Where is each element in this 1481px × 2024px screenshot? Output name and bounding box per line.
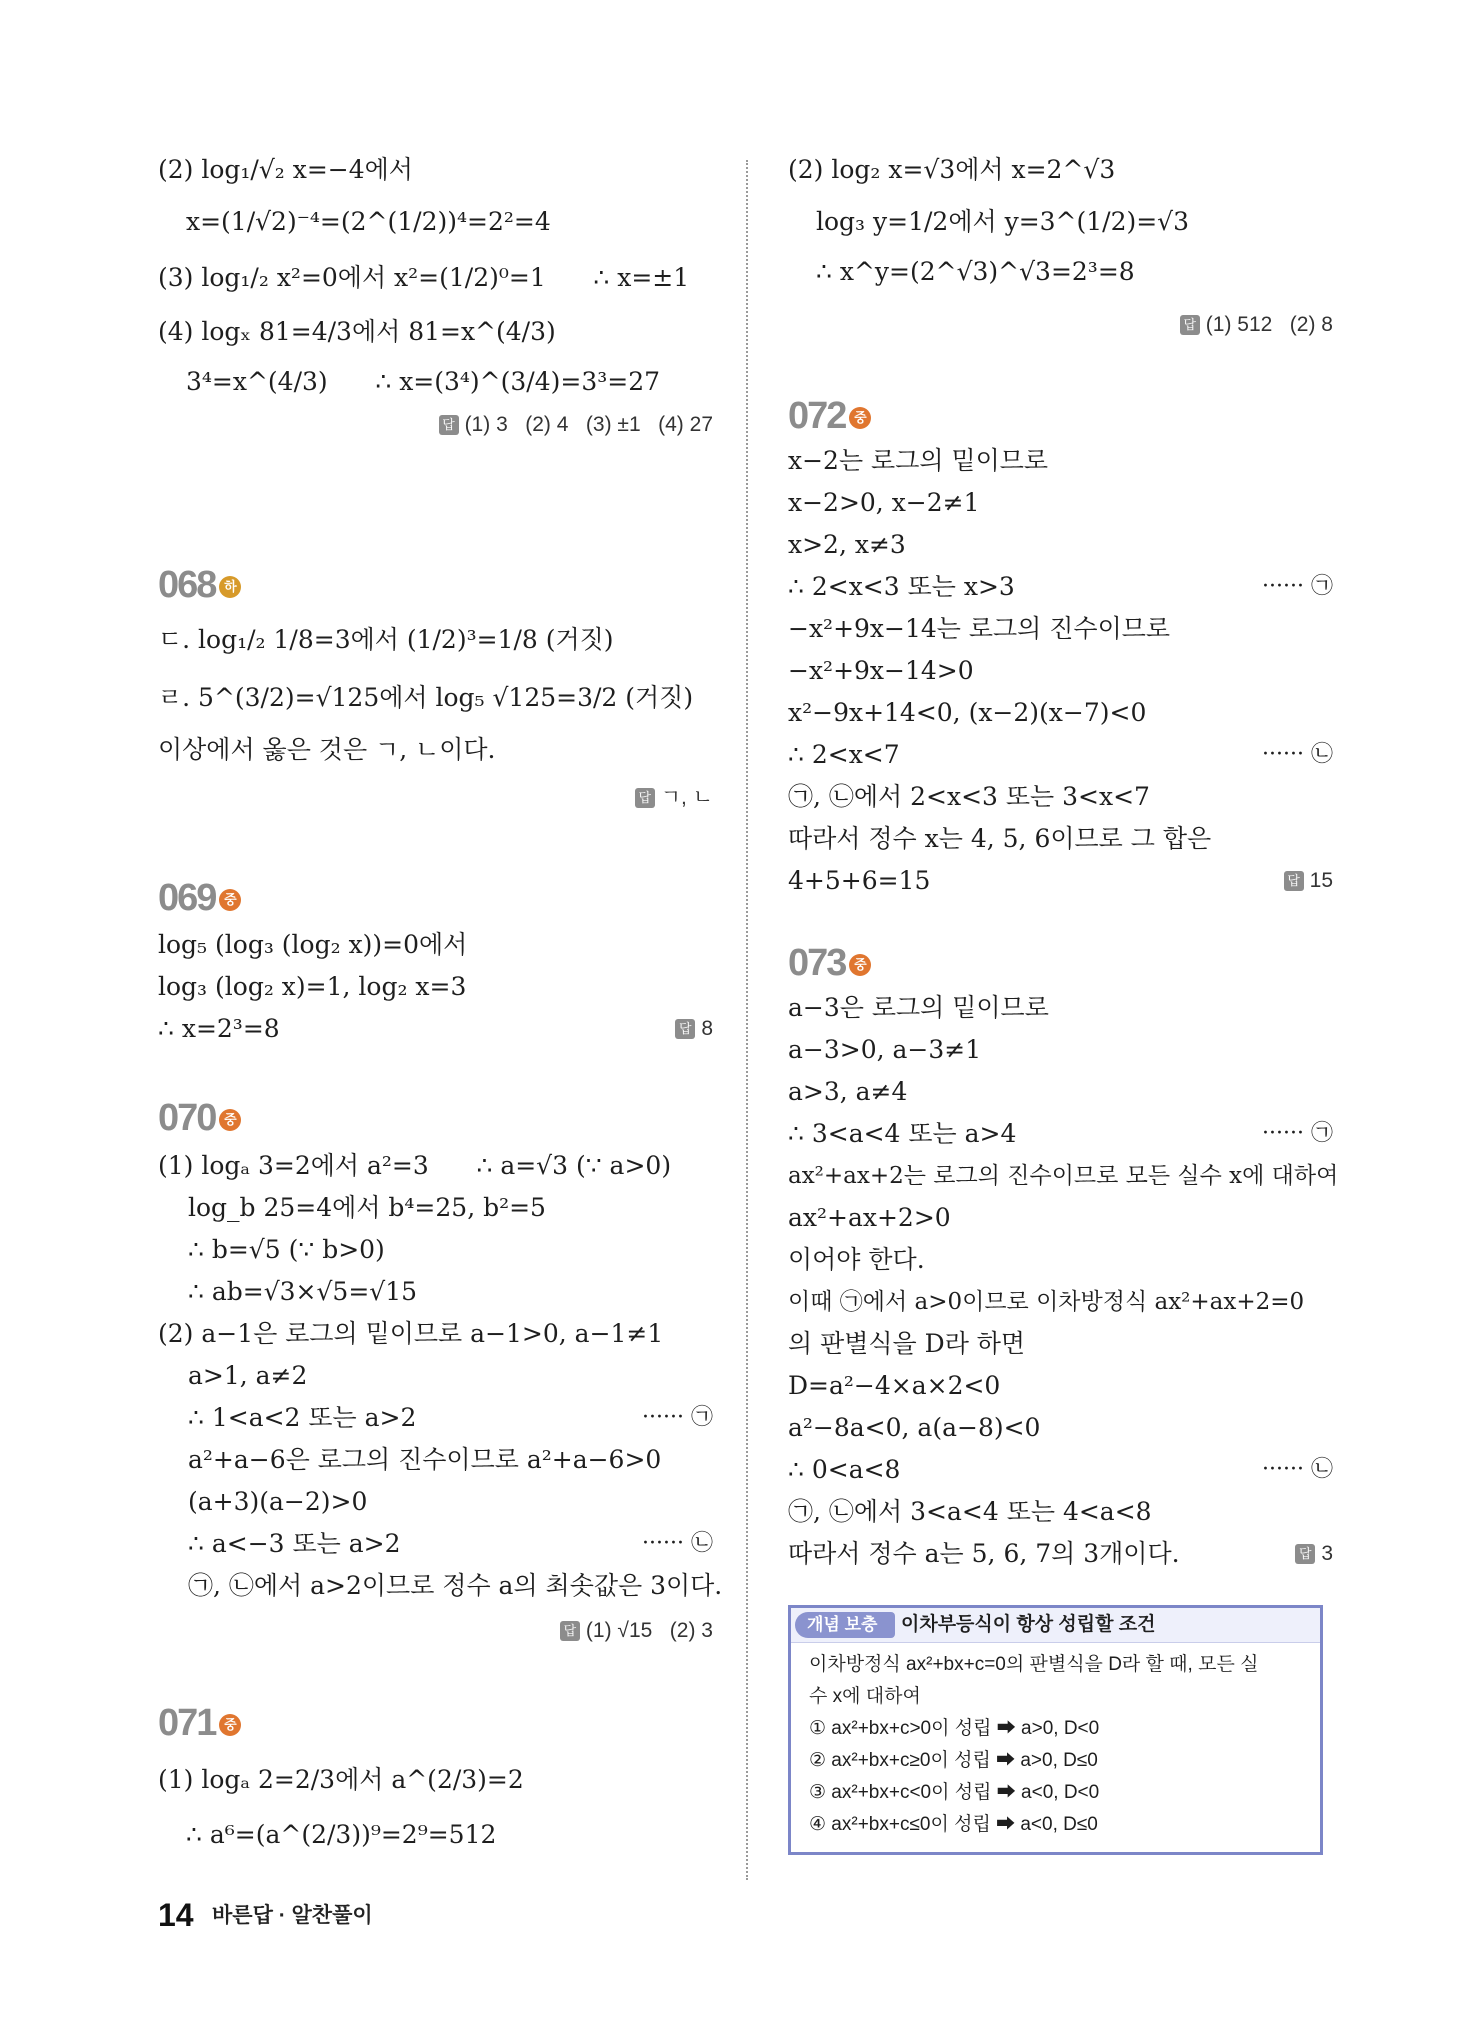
- problem-number: 073 중: [788, 940, 871, 986]
- answer-label: 답 3: [1295, 1539, 1333, 1569]
- concept-line: ② ax²+bx+c≥0이 성립 ➡ a>0, D≤0: [809, 1750, 1098, 1771]
- solution-line: x>2, x≠3: [788, 530, 906, 559]
- concept-line: ④ ax²+bx+c≤0이 성립 ➡ a<0, D≤0: [809, 1814, 1098, 1835]
- answer-label: 답 15: [1284, 866, 1333, 896]
- solution-line: ㉠, ㉡에서 a>2이므로 정수 a의 최솟값은 3이다.: [188, 1571, 723, 1600]
- concept-title: 이차부등식이 항상 성립할 조건: [901, 1614, 1156, 1635]
- solution-line: ∴ a⁶=(a^(2/3))⁹=2⁹=512: [186, 1820, 497, 1849]
- equation-marker: ······ ㉡: [1262, 742, 1333, 767]
- answer-tag: 답: [1284, 871, 1304, 891]
- column-divider: [746, 160, 748, 1880]
- problem-number: 069 중: [158, 875, 241, 921]
- solution-line: 3⁴=x^(4/3) ∴ x=(3⁴)^(3/4)=3³=27: [186, 367, 660, 396]
- answer-tag: 답: [1180, 315, 1200, 335]
- solution-line: ∴ 1<a<2 또는 a>2: [188, 1403, 417, 1432]
- answer-label: 답 (1) √15 (2) 3: [560, 1616, 713, 1646]
- solution-line: −x²+9x−14>0: [788, 656, 974, 685]
- difficulty-badge: 중: [849, 954, 871, 976]
- solution-line: ∴ x^y=(2^√3)^√3=2³=8: [816, 257, 1135, 286]
- solution-line: 따라서 정수 x는 4, 5, 6이므로 그 합은: [788, 824, 1212, 853]
- concept-line: 이차방정식 ax²+bx+c=0의 판별식을 D라 할 때, 모든 실: [809, 1654, 1259, 1675]
- solution-line: 이상에서 옳은 것은 ㄱ, ㄴ이다.: [158, 735, 496, 764]
- answer-label: 답 (1) 3 (2) 4 (3) ±1 (4) 27: [439, 410, 713, 440]
- solution-line: (4) logₓ 81=4/3에서 81=x^(4/3): [158, 317, 556, 346]
- answer-tag: 답: [635, 788, 655, 808]
- solution-line: a²−8a<0, a(a−8)<0: [788, 1413, 1041, 1442]
- solution-line: ax²+ax+2는 로그의 진수이므로 모든 실수 x에 대하여: [788, 1163, 1339, 1189]
- footer-title: 바른답 · 알찬풀이: [212, 1904, 373, 1927]
- solution-line: ax²+ax+2>0: [788, 1203, 951, 1232]
- solution-line: log₃ y=1/2에서 y=3^(1/2)=√3: [816, 207, 1190, 236]
- equation-marker: ······ ㉠: [1262, 1121, 1333, 1146]
- solution-line: 이어야 한다.: [788, 1245, 925, 1274]
- problem-number: 072 중: [788, 393, 871, 439]
- concept-header: [791, 1608, 1320, 1643]
- solution-line: 따라서 정수 a는 5, 6, 7의 3개이다.: [788, 1539, 1180, 1568]
- solution-line: ∴ b=√5 (∵ b>0): [188, 1235, 385, 1264]
- solution-line: ∴ x=2³=8: [158, 1014, 280, 1043]
- difficulty-badge: 중: [219, 1714, 241, 1736]
- solution-line: D=a²−4×a×2<0: [788, 1371, 1001, 1400]
- equation-marker: ······ ㉡: [642, 1531, 713, 1556]
- solution-line: ∴ 3<a<4 또는 a>4: [788, 1119, 1017, 1148]
- difficulty-badge: 중: [849, 407, 871, 429]
- concept-box: [788, 1605, 1323, 1855]
- solution-line: 이때 ㉠에서 a>0이므로 이차방정식 ax²+ax+2=0: [788, 1289, 1305, 1315]
- solution-line: x=(1/√2)⁻⁴=(2^(1/2))⁴=2²=4: [186, 207, 551, 236]
- solution-line: a>1, a≠2: [188, 1361, 308, 1390]
- solution-line: ㉠, ㉡에서 2<x<3 또는 3<x<7: [788, 782, 1150, 811]
- concept-tag: 개념 보충: [795, 1612, 895, 1638]
- difficulty-badge: 중: [219, 889, 241, 911]
- solution-line: (a+3)(a−2)>0: [188, 1487, 368, 1516]
- solution-line: a²+a−6은 로그의 진수이므로 a²+a−6>0: [188, 1445, 662, 1474]
- solution-line: 의 판별식을 D라 하면: [788, 1329, 1026, 1358]
- difficulty-badge: 하: [219, 576, 241, 598]
- difficulty-badge: 중: [219, 1109, 241, 1131]
- solution-line: ㄷ. log₁/₂ 1/8=3에서 (1/2)³=1/8 (거짓): [158, 625, 614, 654]
- solution-line: a>3, a≠4: [788, 1077, 908, 1106]
- equation-marker: ······ ㉡: [1262, 1457, 1333, 1482]
- answer-tag: 답: [439, 415, 459, 435]
- problem-number: 068 하: [158, 562, 241, 608]
- problem-number: 071 중: [158, 1700, 241, 1746]
- solution-line: x²−9x+14<0, (x−2)(x−7)<0: [788, 698, 1147, 727]
- solution-line: (2) a−1은 로그의 밑이므로 a−1>0, a−1≠1: [158, 1319, 664, 1348]
- answer-tag: 답: [675, 1019, 695, 1039]
- page-number: 14: [158, 1897, 194, 1933]
- solution-line: −x²+9x−14는 로그의 진수이므로: [788, 614, 1171, 643]
- solution-line: (1) logₐ 2=2/3에서 a^(2/3)=2: [158, 1765, 524, 1794]
- concept-line: ① ax²+bx+c>0이 성립 ➡ a>0, D<0: [809, 1718, 1100, 1739]
- problem-number: 070 중: [158, 1095, 241, 1141]
- solution-line: a−3은 로그의 밑이므로: [788, 993, 1049, 1022]
- solution-line: x−2>0, x−2≠1: [788, 488, 980, 517]
- solution-line: ∴ 0<a<8: [788, 1455, 901, 1484]
- solution-line: ㉠, ㉡에서 3<a<4 또는 4<a<8: [788, 1497, 1152, 1526]
- concept-line: ③ ax²+bx+c<0이 성립 ➡ a<0, D<0: [809, 1782, 1100, 1803]
- answer-tag: 답: [560, 1621, 580, 1641]
- solution-line: a−3>0, a−3≠1: [788, 1035, 982, 1064]
- answer-label: 답 8: [675, 1014, 713, 1044]
- solution-line: ∴ a<−3 또는 a>2: [188, 1529, 401, 1558]
- solution-line: 4+5+6=15: [788, 866, 931, 895]
- concept-line: 수 x에 대하여: [809, 1686, 921, 1707]
- solution-line: x−2는 로그의 밑이므로: [788, 446, 1049, 475]
- solution-line: ∴ 2<x<3 또는 x>3: [788, 572, 1015, 601]
- solution-line: ∴ ab=√3×√5=√15: [188, 1277, 418, 1306]
- equation-marker: ······ ㉠: [642, 1405, 713, 1430]
- solution-line: (3) log₁/₂ x²=0에서 x²=(1/2)⁰=1 ∴ x=±1: [158, 263, 690, 292]
- solution-line: (2) log₂ x=√3에서 x=2^√3: [788, 155, 1116, 184]
- solution-line: log_b 25=4에서 b⁴=25, b²=5: [188, 1193, 546, 1222]
- solution-line: ㄹ. 5^(3/2)=√125에서 log₅ √125=3/2 (거짓): [158, 683, 694, 712]
- answer-label: 답 ㄱ, ㄴ: [635, 783, 713, 813]
- answer-tag: 답: [1295, 1544, 1315, 1564]
- solution-line: (2) log₁/√₂ x=−4에서: [158, 155, 413, 184]
- equation-marker: ······ ㉠: [1262, 574, 1333, 599]
- answer-label: 답 (1) 512 (2) 8: [1180, 310, 1333, 340]
- solution-line: ∴ 2<x<7: [788, 740, 900, 769]
- solution-line: log₅ (log₃ (log₂ x))=0에서: [158, 930, 468, 959]
- solution-line: (1) logₐ 3=2에서 a²=3 ∴ a=√3 (∵ a>0): [158, 1151, 672, 1180]
- solution-line: log₃ (log₂ x)=1, log₂ x=3: [158, 972, 467, 1001]
